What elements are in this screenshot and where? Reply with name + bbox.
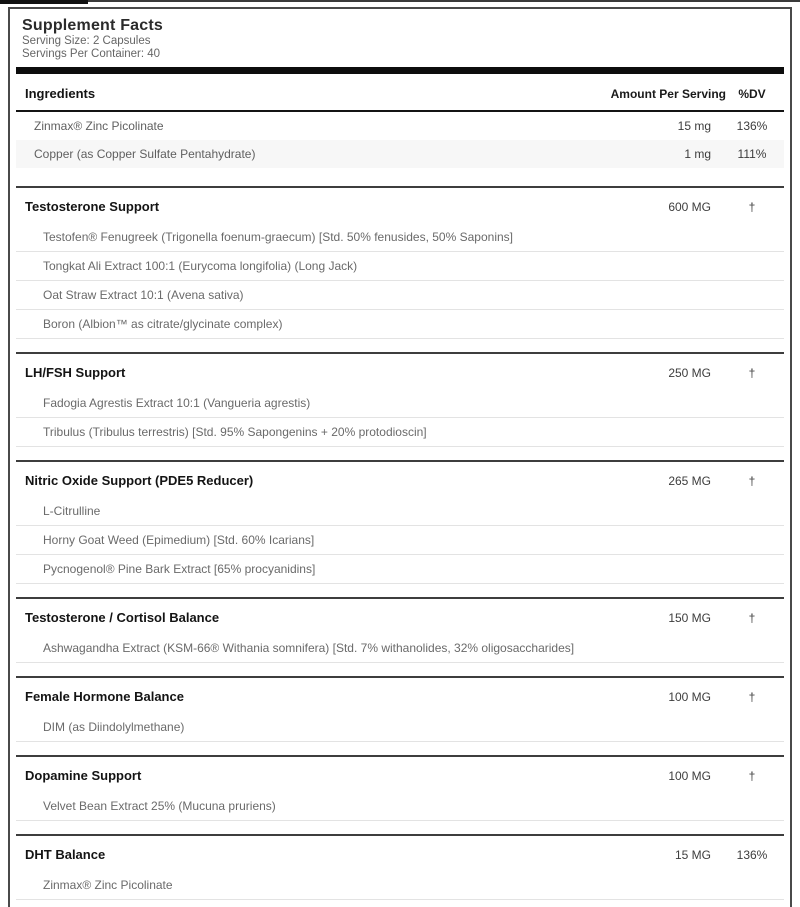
supplement-facts-panel	[8, 7, 792, 907]
section-dv: †	[748, 199, 756, 214]
ingredient-row: Oat Straw Extract 10:1 (Avena sativa)	[16, 281, 784, 310]
page-title: Supplement Facts	[22, 17, 164, 34]
ingredient-row: Tongkat Ali Extract 100:1 (Eurycoma longifolia) (Long Jack)	[16, 252, 784, 281]
section-dv: †	[748, 365, 756, 380]
section-name: DHT Balance	[25, 847, 106, 862]
ingredient-row: Zinmax® Zinc Picolinate	[16, 871, 784, 900]
section-female-hormone-balance	[16, 676, 784, 742]
section-amount: 265 MG	[668, 473, 711, 488]
section-amount: 100 MG	[668, 689, 711, 704]
section-dv: †	[748, 610, 756, 625]
ingredient-row: Boron (Albion™ as citrate/glycinate complex)	[16, 310, 784, 339]
section-amount: 100 MG	[668, 768, 711, 783]
section-header-row	[16, 354, 784, 389]
section-dht-balance	[16, 834, 784, 900]
ingredient-name: Zinmax® Zinc Picolinate	[34, 119, 164, 133]
section-amount: 150 MG	[668, 610, 711, 625]
dv-value: 111%	[737, 147, 767, 161]
section-dv: †	[748, 689, 756, 704]
header-separator-bar	[16, 67, 784, 74]
ingredient-row: Velvet Bean Extract 25% (Mucuna pruriens)	[16, 792, 784, 821]
section-amount: 15 MG	[674, 847, 711, 862]
section-dv: †	[748, 473, 756, 488]
ingredient-row: Ashwagandha Extract (KSM-66® Withania somnifera) [Std. 7% withanolides, 32% oligosaccharides]	[16, 634, 784, 663]
section-dv: 136%	[736, 847, 768, 862]
top-divider-accent	[0, 0, 88, 4]
amount-value: 15 mg	[677, 119, 711, 133]
mineral-rows	[16, 112, 784, 168]
section-header-row	[16, 678, 784, 713]
spacer	[14, 168, 786, 186]
table-row-copper	[16, 140, 784, 168]
ingredient-row: Testofen® Fenugreek (Trigonella foenum-graecum) [Std. 50% fenusides, 50% Saponins]	[16, 223, 784, 252]
section-header-row	[16, 462, 784, 497]
section-nitric-oxide-support	[16, 460, 784, 584]
label-header	[14, 15, 786, 61]
table-row-zinc	[16, 112, 784, 140]
section-testosterone-cortisol-balance	[16, 597, 784, 663]
table-header-row	[16, 74, 784, 112]
ingredient-row: Fadogia Agrestis Extract 10:1 (Vangueria agrestis)	[16, 389, 784, 418]
column-header-dv: %DV	[738, 86, 766, 101]
section-name: Dopamine Support	[25, 768, 142, 783]
ingredient-row: DIM (as Diindolylmethane)	[16, 713, 784, 742]
section-header-row	[16, 757, 784, 792]
section-lh-fsh-support	[16, 352, 784, 447]
section-amount: 250 MG	[668, 365, 711, 380]
dv-value: 136%	[736, 119, 768, 133]
ingredient-name: Copper (as Copper Sulfate Pentahydrate)	[34, 147, 256, 161]
serving-size: Serving Size: 2 Capsules	[22, 35, 151, 47]
section-name: Female Hormone Balance	[25, 689, 184, 704]
ingredient-row: Horny Goat Weed (Epimedium) [Std. 60% Icarians]	[16, 526, 784, 555]
section-name: LH/FSH Support	[25, 365, 126, 380]
amount-value: 1 mg	[684, 147, 711, 161]
section-dopamine-support	[16, 755, 784, 821]
section-name: Testosterone / Cortisol Balance	[25, 610, 220, 625]
column-header-amount-per-serving: Amount Per Serving	[610, 86, 726, 101]
section-header-row	[16, 599, 784, 634]
column-header-ingredients: Ingredients	[25, 86, 96, 101]
ingredient-row: L-Citrulline	[16, 497, 784, 526]
top-divider	[0, 0, 800, 2]
section-name: Testosterone Support	[25, 199, 160, 214]
section-amount: 600 MG	[668, 199, 711, 214]
section-header-row	[16, 836, 784, 871]
section-header-row	[16, 188, 784, 223]
section-name: Nitric Oxide Support (PDE5 Reducer)	[25, 473, 254, 488]
ingredient-row: Tribulus (Tribulus terrestris) [Std. 95% Sapongenins + 20% protodioscin]	[16, 418, 784, 447]
servings-per-container: Servings Per Container: 40	[22, 48, 161, 60]
ingredient-row: Pycnogenol® Pine Bark Extract [65% procyanidins]	[16, 555, 784, 584]
section-dv: †	[748, 768, 756, 783]
section-testosterone-support	[16, 186, 784, 339]
